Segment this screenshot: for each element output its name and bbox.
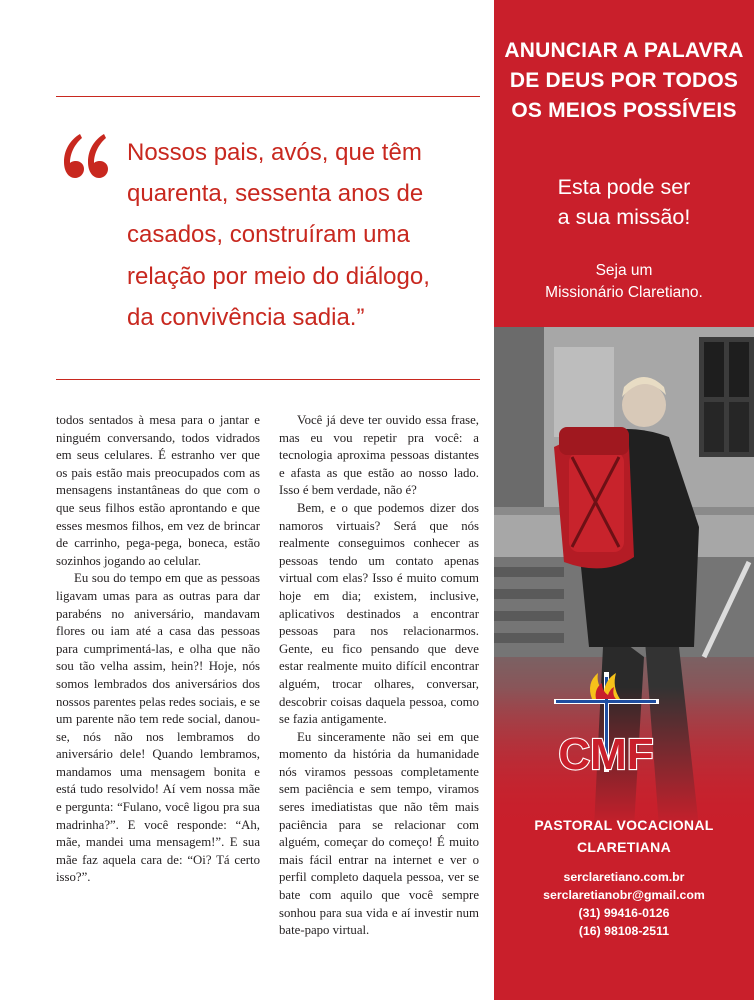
- cmf-logo-text: CMF: [558, 730, 654, 779]
- ad-invitation-line: Seja um: [595, 262, 653, 279]
- article-paragraph: todos sentados à mesa para o jantar e ninguém conversando, todos vidrados em seus celulares. É estranho ver que os pais estão mais preocupados com as mensagens instantâneas do que com o que seus filhos estão aprontando e que esses mesmos filhos, em vez de brincar de carrinho, pega-pega, boneca, estão sozinhos jogando ao celular.: [56, 413, 260, 568]
- ad-phone: (16) 98108-2511: [578, 924, 670, 938]
- ad-contacts: [494, 868, 754, 940]
- ad-invitation: [494, 260, 754, 304]
- ad-mission-line: a sua missão!: [557, 205, 691, 229]
- ad-pastoral-line: PASTORAL VOCACIONAL: [534, 817, 714, 833]
- missionary-photo: [494, 327, 754, 827]
- quotation-mark-icon: [60, 120, 112, 188]
- pull-quote-line: quarenta, sessenta anos de: [127, 180, 424, 208]
- ad-headline-line: ANUNCIAR A PALAVRA: [504, 39, 744, 62]
- article-paragraph: Bem, e o que podemos dizer dos namoros virtuais? Será que nós realmente conseguimos conhecer as pessoas tendo um contato apenas virtual com elas? Isso é muito comum hoje em dia; existem, inclusive, aplicativos destinados a encontrar pessoas para nos relacionarmos. Gente, eu fico pensando que deve estar realmente muito difícil encontrar alguém, trocar olhares, conversar, descobrir coisas daquela pessoa, como se fazia antigamente.: [279, 500, 479, 727]
- article-paragraph: Eu sou do tempo em que as pessoas ligavam umas para as outras para dar parabéns no aniversário, mandavam flores ou iam até a casa das pessoas para cumprimentá-las, e olha que não sou tão velha assim, hein?! Hoje, nós somos lembrados dos aniversários dos nossos parentes pelas redes sociais, e se um parente não tem rede social, danou-se, nós não nos lembramos do aniversário dele! Quando lembramos, mandamos uma mensagem bonita e está tudo resolvido! Aí vem nossa mãe e pergunta: “Fulano, você ligou pra sua madrinha?”. E você responde: “Ah, mãe, mandei uma mensagem!”. E sua mãe faz aquela cara de: “Oi? Tá certo isso?”.: [56, 571, 260, 885]
- pull-quote-line: casados, construíram uma: [127, 221, 410, 249]
- ad-headline-line: DE DEUS POR TODOS: [509, 69, 739, 92]
- ad-pastoral-line: CLARETIANA: [577, 839, 671, 855]
- ad-mission: [494, 172, 754, 232]
- bottom-divider: [56, 379, 480, 380]
- ad-headline-line: OS MEIOS POSSÍVEIS: [511, 99, 737, 122]
- ad-headline: [494, 36, 754, 126]
- article-paragraph: Você já deve ter ouvido essa frase, mas eu vou repetir pra você: a tecnologia aproxima pessoas distantes e afasta as que estão ao nosso lado. Isso é bem verdade, não é?: [279, 413, 479, 498]
- ad-invitation-line: Missionário Claretiano.: [545, 284, 703, 301]
- ad-mission-line: Esta pode ser: [557, 175, 691, 199]
- article-column-left: [56, 412, 260, 887]
- ad-website: serclaretiano.com.br: [563, 870, 685, 884]
- pull-quote-line: Nossos pais, avós, que têm: [127, 139, 422, 166]
- pull-quote: [127, 132, 482, 338]
- top-divider: [56, 96, 480, 97]
- ad-pastoral-title: [494, 814, 754, 858]
- pull-quote-line: relação por meio do diálogo,: [127, 262, 430, 290]
- article-column-right: [279, 412, 479, 940]
- claretian-advertisement: [494, 0, 754, 1000]
- ad-phone: (31) 99416-0126: [578, 906, 670, 920]
- ad-email: serclaretianobr@gmail.com: [543, 888, 705, 902]
- pull-quote-line: da convivência sadia.”: [127, 303, 365, 331]
- article-paragraph: Eu sinceramente não sei em que momento da história da humanidade nós viramos pessoas completamente sem paciência e sem tempo, viramos seres imediatistas que não têm mais paciência para se relacionar com alguém, começar do começo! É muito mais fácil entrar na internet e ver o perfil completo daquela pessoa, ver se bate com aquilo que você sempre sonhou para sua vida e aí investir num bate-papo virtual.: [279, 729, 479, 938]
